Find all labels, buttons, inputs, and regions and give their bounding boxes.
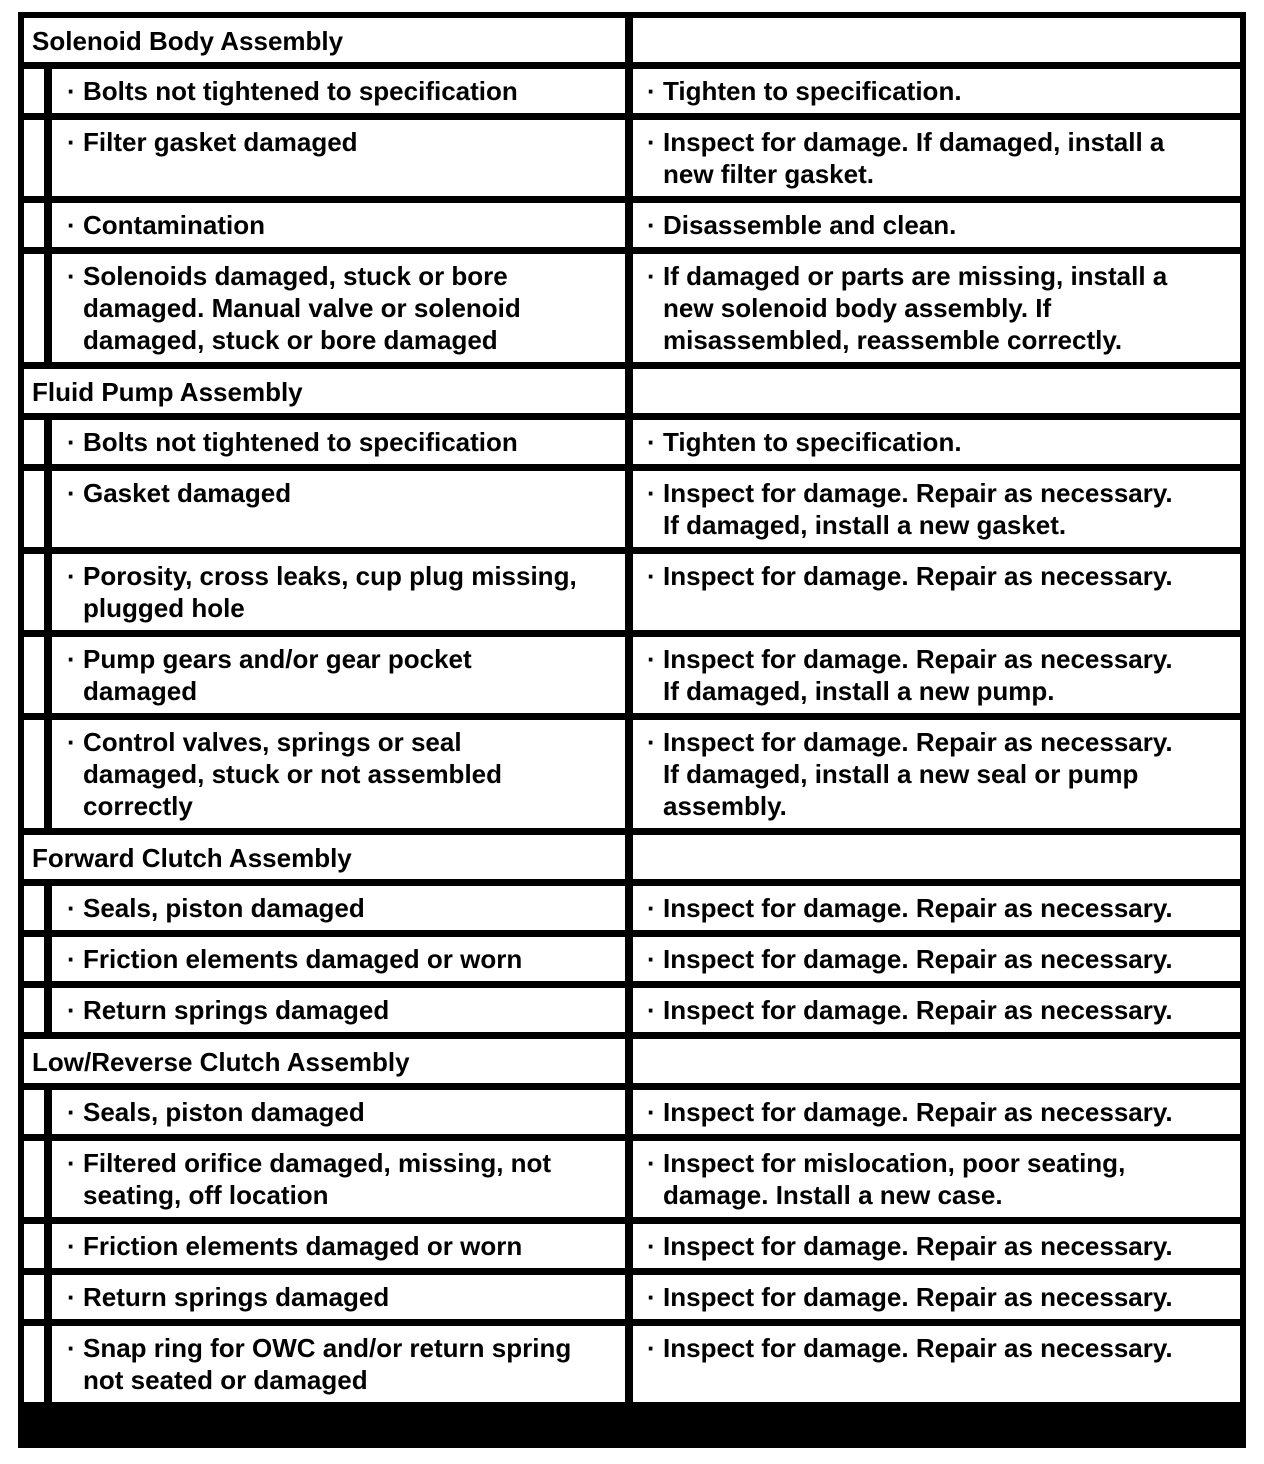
section-title: Forward Clutch Assembly [24, 835, 625, 879]
table-row [24, 1141, 1240, 1217]
cause-cell: · Filter gasket damaged [52, 120, 625, 196]
table-row [24, 203, 1240, 247]
indent-bar [24, 554, 44, 630]
cause-text: Filter gasket damaged [83, 127, 358, 157]
action-text: Inspect for damage. If damaged, install a new filter gasket. [663, 127, 1165, 189]
cause-cell: · Solenoids damaged, stuck or bore damaged. Manual valve or solenoid damaged, stuck or bore damaged [52, 254, 625, 362]
table-row [24, 886, 1240, 930]
indent-bar [24, 1275, 44, 1319]
indent-bar [24, 471, 44, 547]
cause-cell: · Filtered orifice damaged, missing, not seating, off location [52, 1141, 625, 1217]
action-cell: · Inspect for damage. If damaged, install a new filter gasket. [633, 120, 1240, 196]
action-text: Inspect for damage. Repair as necessary. [663, 1097, 1173, 1127]
indent-bar [24, 988, 44, 1032]
action-cell: · Tighten to specification. [633, 69, 1240, 113]
cause-text: Gasket damaged [83, 478, 292, 508]
indent-bar [24, 1326, 44, 1402]
table-row [24, 988, 1240, 1032]
action-cell: · Inspect for damage. Repair as necessary. [633, 554, 1240, 630]
cause-cell: · Snap ring for OWC and/or return spring not seated or damaged [52, 1326, 625, 1402]
table-row [24, 554, 1240, 630]
table-row [24, 254, 1240, 362]
section-header-row [24, 1039, 1240, 1083]
cause-text: Friction elements damaged or worn [83, 1231, 523, 1261]
cause-cell: · Pump gears and/or gear pocket damaged [52, 637, 625, 713]
table-row [24, 1224, 1240, 1268]
action-text: If damaged or parts are missing, install a new solenoid body assembly. If misassembled, reassemble correctly. [663, 261, 1168, 355]
section-title: Solenoid Body Assembly [24, 18, 625, 62]
indent-bar [24, 254, 44, 362]
section-header-blank [633, 1039, 1240, 1083]
indent-bar [24, 420, 44, 464]
action-text: Inspect for damage. Repair as necessary. If damaged, install a new seal or pump assembly. [663, 727, 1173, 821]
cause-text: Seals, piston damaged [83, 893, 365, 923]
action-text: Inspect for damage. Repair as necessary. If damaged, install a new gasket. [663, 478, 1173, 540]
table-row [24, 420, 1240, 464]
diagnosis-table [18, 12, 1246, 1448]
action-text: Tighten to specification. [663, 427, 962, 457]
table-row [24, 1275, 1240, 1319]
cause-cell: · Porosity, cross leaks, cup plug missing, plugged hole [52, 554, 625, 630]
cause-cell: · Seals, piston damaged [52, 886, 625, 930]
section-header-blank [633, 369, 1240, 413]
table-row [24, 1090, 1240, 1134]
action-cell: · Inspect for damage. Repair as necessary. [633, 1326, 1240, 1402]
section-header-row [24, 18, 1240, 62]
cause-text: Porosity, cross leaks, cup plug missing, plugged hole [83, 561, 577, 623]
action-text: Inspect for damage. Repair as necessary. [663, 561, 1173, 591]
cause-text: Control valves, springs or seal damaged, stuck or not assembled correctly [83, 727, 503, 821]
action-text: Inspect for damage. Repair as necessary. [663, 995, 1173, 1025]
action-cell: · Inspect for damage. Repair as necessary. If damaged, install a new pump. [633, 637, 1240, 713]
cause-text: Solenoids damaged, stuck or bore damaged. Manual valve or solenoid damaged, stuck or bore damaged [83, 261, 521, 355]
action-text: Inspect for damage. Repair as necessary. [663, 944, 1173, 974]
action-cell: · Inspect for damage. Repair as necessary. [633, 937, 1240, 981]
indent-bar [24, 1224, 44, 1268]
action-text: Inspect for damage. Repair as necessary. [663, 893, 1173, 923]
cause-cell: · Bolts not tightened to specification [52, 420, 625, 464]
table-row [24, 1326, 1240, 1402]
action-cell: · Inspect for damage. Repair as necessary. [633, 1090, 1240, 1134]
action-text: Inspect for mislocation, poor seating, damage. Install a new case. [663, 1148, 1126, 1210]
indent-bar [24, 937, 44, 981]
indent-bar [24, 886, 44, 930]
table-row [24, 937, 1240, 981]
cause-cell: · Bolts not tightened to specification [52, 69, 625, 113]
indent-bar [24, 120, 44, 196]
cause-text: Filtered orifice damaged, missing, not seating, off location [83, 1148, 552, 1210]
action-text: Inspect for damage. Repair as necessary. If damaged, install a new pump. [663, 644, 1173, 706]
cause-cell: · Friction elements damaged or worn [52, 937, 625, 981]
indent-bar [24, 720, 44, 828]
cause-text: Return springs damaged [83, 995, 390, 1025]
table-row [24, 471, 1240, 547]
action-cell: · Inspect for damage. Repair as necessary. [633, 1224, 1240, 1268]
cause-text: Snap ring for OWC and/or return spring not seated or damaged [83, 1333, 572, 1395]
table-row [24, 120, 1240, 196]
indent-bar [24, 1141, 44, 1217]
section-header-row [24, 369, 1240, 413]
action-cell: · Inspect for damage. Repair as necessary. [633, 1275, 1240, 1319]
action-text: Inspect for damage. Repair as necessary. [663, 1282, 1173, 1312]
cause-text: Return springs damaged [83, 1282, 390, 1312]
action-cell: · Inspect for mislocation, poor seating, damage. Install a new case. [633, 1141, 1240, 1217]
cause-cell: · Control valves, springs or seal damaged, stuck or not assembled correctly [52, 720, 625, 828]
action-cell: · Tighten to specification. [633, 420, 1240, 464]
cause-cell: · Gasket damaged [52, 471, 625, 547]
action-cell: · Inspect for damage. Repair as necessary. If damaged, install a new gasket. [633, 471, 1240, 547]
section-header-blank [633, 835, 1240, 879]
cause-text: Seals, piston damaged [83, 1097, 365, 1127]
cause-cell: · Seals, piston damaged [52, 1090, 625, 1134]
indent-bar [24, 203, 44, 247]
cause-text: Bolts not tightened to specification [83, 76, 518, 106]
indent-bar [24, 637, 44, 713]
action-cell: · Disassemble and clean. [633, 203, 1240, 247]
cause-cell: · Contamination [52, 203, 625, 247]
action-cell: · If damaged or parts are missing, install a new solenoid body assembly. If misassembled, reassemble correctly. [633, 254, 1240, 362]
table-row [24, 720, 1240, 828]
indent-bar [24, 1090, 44, 1134]
cause-cell: · Friction elements damaged or worn [52, 1224, 625, 1268]
action-cell: · Inspect for damage. Repair as necessary. [633, 886, 1240, 930]
action-text: Disassemble and clean. [663, 210, 957, 240]
cause-text: Pump gears and/or gear pocket damaged [83, 644, 472, 706]
table-row [24, 69, 1240, 113]
action-text: Tighten to specification. [663, 76, 962, 106]
section-title: Low/Reverse Clutch Assembly [24, 1039, 625, 1083]
cause-text: Contamination [83, 210, 265, 240]
cause-text: Friction elements damaged or worn [83, 944, 523, 974]
section-header-blank [633, 18, 1240, 62]
cause-cell: · Return springs damaged [52, 1275, 625, 1319]
section-header-row [24, 835, 1240, 879]
cause-text: Bolts not tightened to specification [83, 427, 518, 457]
action-cell: · Inspect for damage. Repair as necessary. [633, 988, 1240, 1032]
indent-bar [24, 69, 44, 113]
action-cell: · Inspect for damage. Repair as necessary. If damaged, install a new seal or pump assembly. [633, 720, 1240, 828]
cause-cell: · Return springs damaged [52, 988, 625, 1032]
section-title: Fluid Pump Assembly [24, 369, 625, 413]
table-row [24, 637, 1240, 713]
action-text: Inspect for damage. Repair as necessary. [663, 1231, 1173, 1261]
action-text: Inspect for damage. Repair as necessary. [663, 1333, 1173, 1363]
